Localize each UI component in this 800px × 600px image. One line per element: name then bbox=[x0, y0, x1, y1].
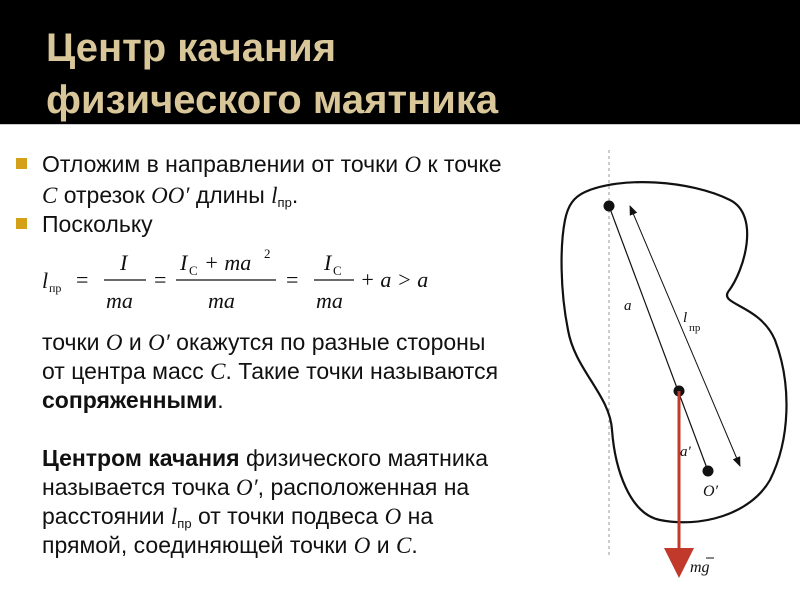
text-span: отрезок bbox=[57, 182, 152, 208]
label-a: a bbox=[624, 298, 632, 314]
title-bar bbox=[0, 0, 800, 124]
length-symbol: l bbox=[170, 504, 178, 529]
label-mg: mg bbox=[690, 559, 710, 576]
point-o-prime: O′ bbox=[236, 475, 258, 500]
text-span: на bbox=[401, 503, 434, 529]
frac2-num-sup: 2 bbox=[264, 246, 271, 261]
length-symbol: l bbox=[271, 183, 278, 208]
frac3-num-sub: C bbox=[333, 263, 342, 278]
formula-lhs: l bbox=[42, 268, 49, 293]
text-span: . Такие точки называются bbox=[225, 358, 499, 384]
bullet-1-line-1 bbox=[42, 150, 502, 179]
formula-tail: + a > a bbox=[360, 267, 429, 292]
text-span: окажутся по разные стороны bbox=[169, 329, 486, 355]
text-span: Отложим в направлении от точки bbox=[42, 151, 405, 177]
point-c: C bbox=[210, 359, 226, 384]
point-o: O bbox=[384, 504, 402, 529]
frac2-num-i: I bbox=[180, 250, 188, 275]
point-c: C bbox=[42, 183, 58, 208]
text-span: к точке bbox=[421, 151, 502, 177]
bullet-marker-1 bbox=[16, 158, 27, 169]
text-span: физического маятника bbox=[239, 445, 489, 471]
formula-eq-1: = bbox=[76, 267, 89, 292]
paragraph-1-line-3 bbox=[42, 386, 224, 414]
text-span: . bbox=[291, 182, 299, 208]
text-span: расстоянии bbox=[42, 503, 171, 529]
term-center-of-oscillation: Центром качания bbox=[42, 445, 240, 471]
reduced-length-dimension bbox=[630, 206, 740, 466]
text-span: называется точка bbox=[42, 474, 237, 500]
bullet-marker-2 bbox=[16, 218, 27, 229]
text-span: от центра масс bbox=[42, 358, 211, 384]
oscillation-center-o-prime bbox=[703, 466, 714, 477]
frac2-num-sub: C bbox=[189, 263, 198, 278]
frac1-num: I bbox=[120, 250, 128, 275]
title-line-1: Центр качания bbox=[46, 26, 337, 70]
point-o: O bbox=[353, 533, 371, 558]
segment-oo: OO′ bbox=[151, 183, 190, 208]
paragraph-1-line-1 bbox=[42, 328, 485, 357]
point-c: C bbox=[396, 533, 412, 558]
text-span: точки bbox=[42, 329, 106, 355]
point-o: O bbox=[105, 330, 123, 355]
label-l-sub: пр bbox=[689, 322, 701, 334]
length-subscript: пр bbox=[277, 195, 292, 210]
term-conjugate: сопряженными bbox=[42, 387, 218, 413]
paragraph-2-line-4 bbox=[42, 531, 418, 560]
length-subscript: пр bbox=[177, 516, 192, 531]
frac2-num-rest: + ma bbox=[204, 250, 252, 275]
text-span: . bbox=[217, 387, 224, 413]
label-a-prime: a′ bbox=[680, 444, 691, 460]
text-span: прямой, соединяющей точки bbox=[42, 532, 354, 558]
point-o-prime: O′ bbox=[148, 330, 170, 355]
formula-eq-2: = bbox=[154, 267, 167, 292]
paragraph-2-line-2 bbox=[42, 473, 469, 502]
title-line-2: физического маятника bbox=[46, 78, 499, 122]
frac3-den: ma bbox=[316, 288, 343, 313]
frac2-den: ma bbox=[208, 288, 235, 313]
suspension-point-o bbox=[604, 201, 615, 212]
pendulum-diagram bbox=[540, 150, 800, 600]
label-l: l bbox=[683, 310, 688, 326]
label-o-prime: O′ bbox=[703, 483, 719, 500]
point-o: O bbox=[404, 152, 422, 177]
text-span: . bbox=[411, 532, 418, 558]
text-span: и bbox=[122, 329, 149, 355]
formula-eq-3: = bbox=[286, 267, 299, 292]
text-span: от точки подвеса bbox=[191, 503, 385, 529]
formula bbox=[42, 242, 462, 322]
header-divider bbox=[0, 124, 800, 125]
frac3-num-i: I bbox=[324, 250, 332, 275]
slide-title bbox=[46, 22, 498, 126]
frac1-den: ma bbox=[106, 288, 133, 313]
bullet-2-label: Поскольку bbox=[42, 211, 153, 237]
text-span: длины bbox=[189, 182, 272, 208]
paragraph-2-line-1 bbox=[42, 444, 488, 472]
text-span: и bbox=[370, 532, 396, 558]
paragraph-1-line-2 bbox=[42, 357, 498, 386]
text-span: , расположенная на bbox=[257, 474, 470, 500]
pendulum-body bbox=[562, 182, 787, 522]
pendulum-axis-line bbox=[609, 206, 708, 471]
formula-lhs-sub: пр bbox=[49, 281, 62, 295]
